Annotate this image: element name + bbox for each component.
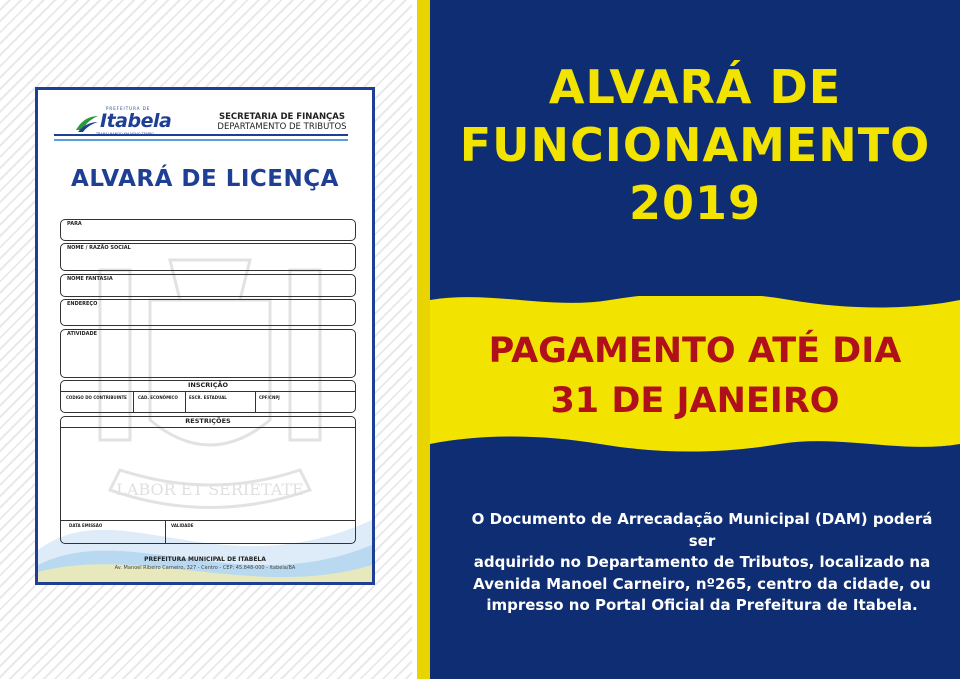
field-restricoes <box>60 416 356 544</box>
dates-col-divider <box>165 520 166 544</box>
info-line4: impresso no Portal Oficial da Prefeitura de Itabela. <box>486 596 918 614</box>
headline-line2: FUNCIONAMENTO <box>459 118 931 172</box>
headline-line3: 2019 <box>628 176 762 230</box>
dates-divider <box>61 520 355 521</box>
header-rule-navy <box>54 134 348 136</box>
inscricao-col-divider <box>133 391 134 413</box>
footer-prefeitura: PREFEITURA MUNICIPAL DE ITABELA <box>144 556 266 563</box>
inscricao-col-divider <box>255 391 256 413</box>
announcement-panel <box>417 0 960 679</box>
logo-brand-text: Itabela <box>100 110 172 132</box>
deadline-line1: PAGAMENTO ATÉ DIA <box>488 331 902 371</box>
inscricao-divider <box>61 391 355 392</box>
deadline-banner <box>430 296 960 456</box>
field-para <box>60 219 356 241</box>
departamento-label: DEPARTAMENTO DE TRIBUTOS <box>217 122 347 132</box>
field-fantasia-label: NOME FANTASIA <box>67 276 113 282</box>
info-line1: O Documento de Arrecadação Municipal (DAM) poderá ser <box>471 510 933 550</box>
department-header <box>198 112 366 132</box>
headline <box>430 58 960 232</box>
secretaria-label: SECRETARIA DE FINANÇAS <box>218 112 345 122</box>
cod-contribuinte-label: CODIGO DO CONTRIBUINTE <box>66 395 127 400</box>
field-nome-label: NOME / RAZÃO SOCIAL <box>67 245 131 251</box>
yellow-edge-stripe <box>417 0 430 679</box>
watermark-motto: LABOR ET SERIETATE <box>116 480 304 499</box>
document-title: ALVARÁ DE LICENÇA <box>71 166 339 192</box>
field-restricoes-label: RESTRIÇÕES <box>185 417 231 425</box>
field-inscricao-label: INSCRIÇÃO <box>187 381 229 389</box>
deadline-line2: 31 DE JANEIRO <box>550 381 840 421</box>
license-form-document <box>35 87 375 585</box>
cpf-cnpj-label: CPF/CNPJ <box>259 395 280 400</box>
restricoes-divider <box>61 427 355 428</box>
data-emissao-label: DATA EMISSÃO <box>69 523 103 528</box>
info-line3: Avenida Manoel Carneiro, nº265, centro da cidade, ou <box>473 574 931 593</box>
field-atividade <box>60 329 356 378</box>
field-atividade-label: ATIVIDADE <box>67 331 98 337</box>
field-endereco <box>60 299 356 326</box>
escr-estadual-label: ESCR. ESTADUAL <box>189 395 227 400</box>
logo-prefeitura-text: PREFEITURA DE <box>106 106 151 111</box>
inscricao-col-divider <box>185 391 186 413</box>
deadline-text <box>430 326 960 426</box>
field-endereco-label: ENDEREÇO <box>67 301 98 307</box>
headline-line1: ALVARÁ DE <box>548 60 842 114</box>
logo-swoosh-icon <box>74 112 100 134</box>
field-inscricao <box>60 380 356 413</box>
info-line2: adquirido no Departamento de Tributos, localizado na <box>473 553 931 571</box>
validade-label: VALIDADE <box>171 523 194 528</box>
field-para-label: PARA <box>67 221 82 227</box>
header-rule-light <box>54 139 348 141</box>
field-nome <box>60 243 356 271</box>
field-fantasia <box>60 274 356 297</box>
info-paragraph <box>457 509 947 617</box>
footer-address: Av. Manoel Ribeiro Carneiro, 327 - Centro - CEP: 45.848-000 - Itabela/BA <box>114 565 296 571</box>
cad-economico-label: CAD. ECONÔMICO <box>138 395 178 400</box>
